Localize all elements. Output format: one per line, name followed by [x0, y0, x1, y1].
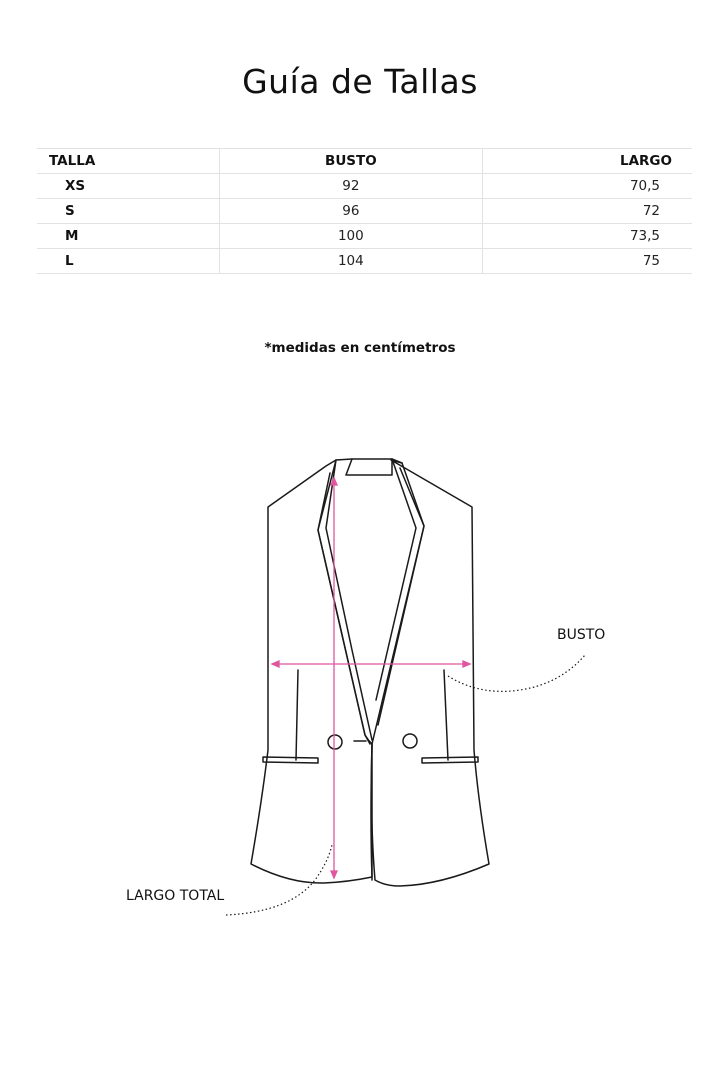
header-talla: TALLA [37, 149, 219, 174]
header-busto: BUSTO [219, 149, 482, 174]
arrow-left-icon [272, 661, 279, 667]
cell-busto: 92 [219, 174, 482, 199]
cell-busto: 100 [219, 224, 482, 249]
cell-largo: 75 [483, 249, 693, 274]
cell-talla: XS [37, 174, 219, 199]
largo-leader [226, 845, 332, 915]
cell-largo: 72 [483, 199, 693, 224]
largo-total-label: LARGO TOTAL [126, 888, 225, 904]
cell-largo: 73,5 [483, 224, 693, 249]
busto-label: BUSTO [557, 627, 606, 643]
page-title: Guía de Tallas [242, 62, 478, 101]
cell-largo: 70,5 [483, 174, 693, 199]
vest-outline [251, 459, 489, 886]
cell-busto: 104 [219, 249, 482, 274]
cell-talla: L [37, 249, 219, 274]
cell-busto: 96 [219, 199, 482, 224]
header-largo: LARGO [483, 149, 693, 174]
arrow-up-icon [331, 478, 337, 485]
measurement-note: *medidas en centímetros [264, 340, 456, 356]
cell-talla: M [37, 224, 219, 249]
arrow-down-icon [331, 871, 337, 878]
cell-talla: S [37, 199, 219, 224]
busto-leader [448, 655, 585, 691]
arrow-right-icon [463, 661, 470, 667]
